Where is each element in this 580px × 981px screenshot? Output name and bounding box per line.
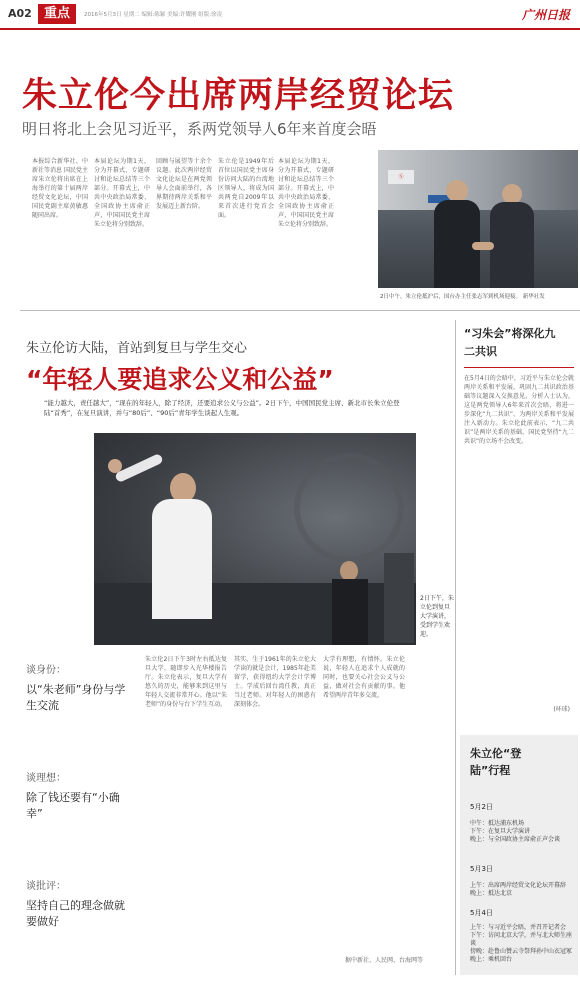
itinerary-item: 中午：抵达浦东机场 <box>470 820 525 827</box>
paper-logo: 广州日报 <box>521 8 570 22</box>
sidebar-1 <box>460 325 578 713</box>
lead-subheadline: 明日将北上会见习近平，系两党领导人6年来首度会晤 <box>22 120 377 138</box>
itinerary-title: 朱立伦“登陆”行程 <box>470 747 522 777</box>
masthead <box>0 0 580 30</box>
itinerary-date: 5月3日 <box>470 865 493 873</box>
lead-photo-caption: 2日中午，朱立伦抵沪后，国台办主任张志军到机场迎接。 新华社发 <box>380 294 545 300</box>
page-number: A02 <box>8 7 32 20</box>
talk-label: 谈理想： <box>26 773 66 784</box>
section-divider <box>20 310 580 311</box>
talk-point <box>26 877 130 930</box>
feature-photo <box>94 433 416 645</box>
itinerary-item: 傍晚：赴鲁山赞云寺祭拜孙中山衣冠冢 <box>470 948 573 955</box>
feature-source: 据中新社、人民网、台海网等 <box>345 957 424 964</box>
itinerary-item: 晚上：乘机回台 <box>470 956 513 963</box>
sidebar-1-rule <box>464 367 574 368</box>
feature-headline: “年轻人要追求公义和公益” <box>26 365 334 394</box>
lead-col-4: 朱立伦是1949年后首位以国民党主席身份访问大陆的台湾地区领导人，将成为国共两党自2009年以来首次进行党首会面。 <box>218 158 274 219</box>
talk-label: 谈批评： <box>26 881 66 892</box>
sidebar-divider <box>455 320 456 975</box>
talk-point <box>26 769 130 822</box>
feature-intro: “能力越大，责任越大”，“现在的年轻人，除了经济，还要追求公义与公益”。2日下午，中国国民党主席、新北市长朱立伦登陆“首秀”，在复旦演讲，并与“80后”、“90后”青年学生谈起人生观。 <box>44 399 400 417</box>
feature-photo-caption: 2日下午，朱立伦到复旦大学演讲，受到学生欢迎。 <box>420 595 454 638</box>
talk-label: 谈身份： <box>26 665 66 676</box>
itinerary-item: 下午：访问北京大学，并与北大师生座谈 <box>470 932 573 947</box>
masthead-meta: 2016年5月3日 星期二 编辑:陈颖 美编:许耀刚 组版:徐凌 <box>84 12 223 18</box>
itinerary-day <box>470 802 576 844</box>
itinerary-date: 5月2日 <box>470 803 493 811</box>
itinerary-date: 5月4日 <box>470 909 493 917</box>
talk-text: 坚持自己的理念做就要做好 <box>26 899 125 928</box>
lead-col-3: 回顾与展望等十余个议题。此次两岸经贸文化论坛是在两党领导人会面前举行，各界期待两岸关系和平发展迈上新台阶。 <box>156 158 212 210</box>
itinerary-item: 上午：与习近平会晤，并召开记者会 <box>470 924 567 931</box>
lead-photo: Ⓢ <box>378 150 578 288</box>
talk-point <box>26 661 130 714</box>
sidebar-1-title: “习朱会”将深化九二共识 <box>464 327 556 358</box>
talk-text: 除了钱还要有“小确幸” <box>26 791 120 820</box>
lead-col-5: 本届论坛为期1天，分为开幕式、专题研讨和论坛总结等三个部分。开幕式上，中共中央政治局常委、全国政协主席俞正声，中国国民党主席朱立伦将分别致辞。 <box>278 158 334 228</box>
lead-col-2: 本届论坛为期1天，分为开幕式、专题研讨和论坛总结等三个部分。开幕式上，中共中央政治局常委、全国政协主席俞正声，中国国民党主席朱立伦将分别致辞。 <box>94 158 150 228</box>
itinerary-day <box>470 864 576 898</box>
feature-kicker: 朱立伦访大陆，首站到复旦与学生交心 <box>26 341 248 356</box>
sidebar-1-author: (环球) <box>553 706 570 713</box>
feature-col-1: 朱立伦2日下午3时左右抵达复旦大学，随即步入光华楼报告厅。朱立伦表示，复旦大学有悠久的历史，能够来到这里与年轻人交流非常开心。他以“朱老师”的身份与台下学生互动。 <box>145 656 227 708</box>
itinerary-item: 下午：在复旦大学演讲 <box>470 828 531 835</box>
talk-text: 以“朱老师”身份与学生交流 <box>26 683 126 712</box>
lead-col-1: 本报综合新华社、中新社等消息 国民党主席朱立伦将出席在上海举行的第十届两岸经贸文化论坛，中国国民党副主席黄敏惠随同出席。 <box>32 158 88 219</box>
itinerary-item: 上午：出席两岸经贸文化论坛开幕辞 <box>470 882 567 889</box>
itinerary-item: 晚上：抵达北京 <box>470 890 513 897</box>
section-badge: 重点 <box>38 4 76 24</box>
sidebar-1-body: 在5月4日的会晤中，习近平与朱立伦会就两岸关系和平发展、巩固九二共识政治基础等议题深入交换意见。分析人士认为，这是两党领导人6年来首次会晤，将进一步深化“九二共识”，为两岸关系和平发展注入新动力。朱立伦此前表示，“九二共识”是两岸关系的基础，国民党坚持“九二共识”的立场不会改变。 <box>464 375 574 445</box>
feature-col-2: 其实，生于1961年的朱立伦大学读的就是会计，1985年赴美留学，获得纽约大学会计学博士。学成后回台湾任教，真正当过老师。对年轻人的困惑有深刻体会。 <box>234 656 316 708</box>
lead-headline: 朱立伦今出席两岸经贸论坛 <box>22 76 455 116</box>
masthead-rule <box>0 28 580 30</box>
itinerary-item: 晚上：与全国政协主席俞正声会谈 <box>470 836 561 843</box>
feature-col-3: 大学有理想，有情怀。朱立伦说，年轻人在追求个人成就的同时，也要关心社会公义与公益，做对社会有贡献的事。他希望两岸青年多交流。 <box>323 656 405 699</box>
itinerary-day <box>470 908 576 964</box>
